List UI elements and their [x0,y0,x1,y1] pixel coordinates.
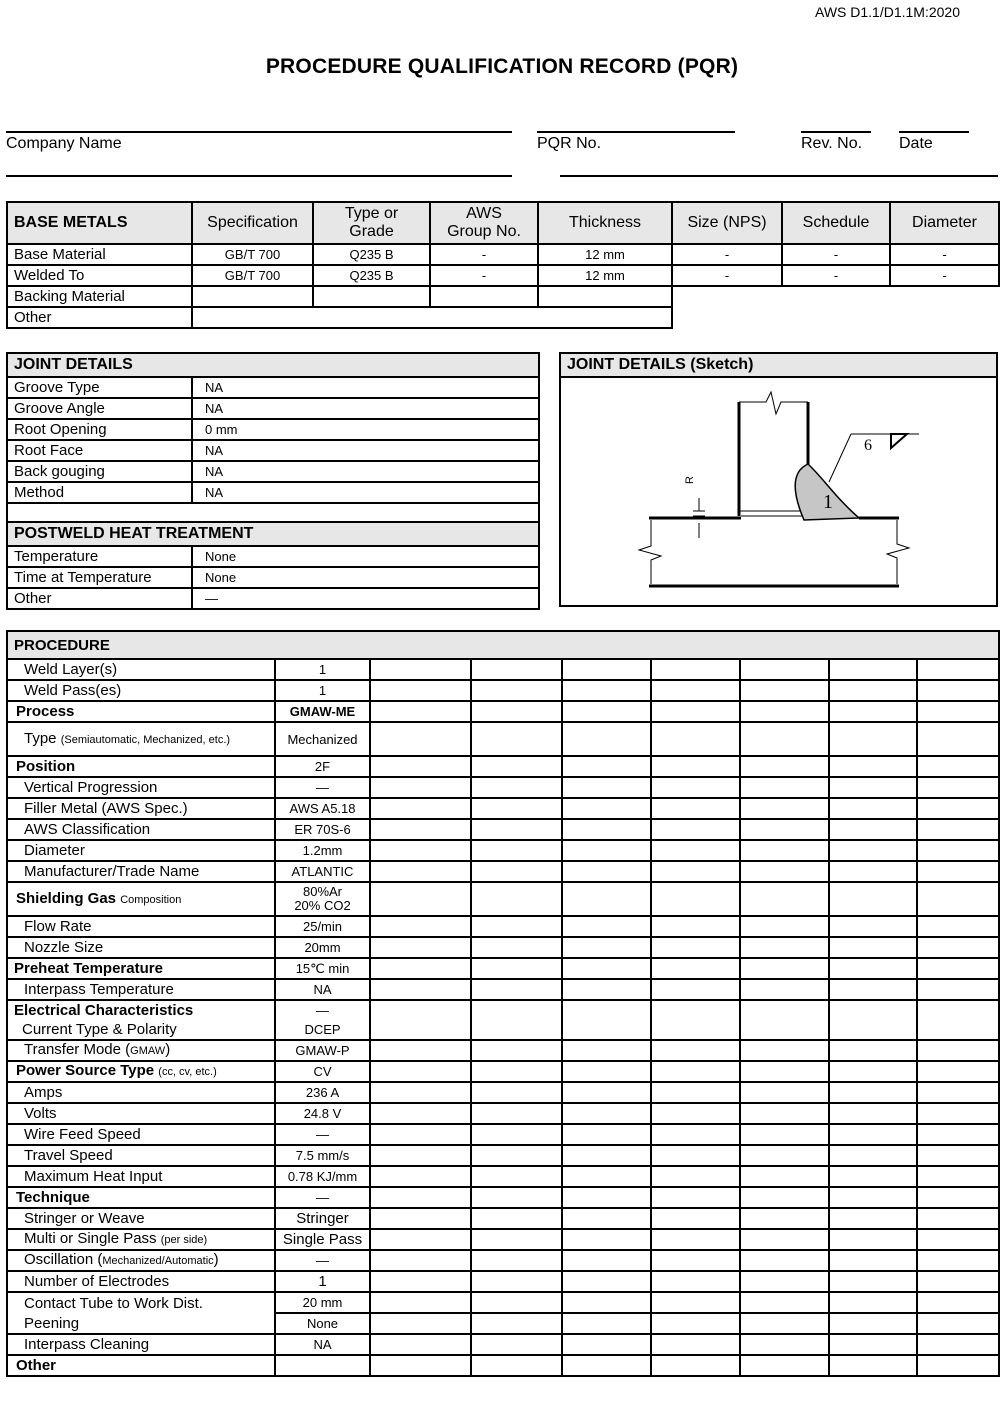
page-title: PROCEDURE QUALIFICATION RECORD (PQR) [265,55,739,78]
cell[interactable]: 0.78 KJ/mm [275,1166,370,1187]
cell[interactable]: 25/min [275,916,370,937]
table-row [7,1271,999,1292]
cell[interactable]: — [275,777,370,798]
table-row [7,1355,999,1376]
table-row: Transfer Mode (GMAW) GMAW-P [7,1040,999,1061]
col-size-nps: Size (NPS) [672,202,782,244]
cell[interactable]: NA [275,1334,370,1355]
table-row [7,286,999,307]
date-line[interactable] [899,131,969,133]
standard-reference: AWS D1.1/D1.1M:2020 [815,4,960,20]
procedure-title: PROCEDURE [7,631,999,659]
cell[interactable]: ER 70S-6 [275,819,370,840]
col-aws-group: AWS Group No. [430,202,538,244]
table-row [7,701,999,722]
cell[interactable]: - [782,265,890,286]
cell[interactable]: - [672,244,782,265]
cell[interactable]: None [275,1313,370,1334]
row-label: Position [7,756,275,777]
row-label: Technique [7,1187,275,1208]
cell[interactable]: NA [192,398,539,419]
row-label: Vertical Progression [7,777,275,798]
table-row [7,1187,999,1208]
table-row [7,307,999,328]
row-label: Weld Pass(es) [7,680,275,701]
row-label: Other [7,588,192,609]
table-row [7,1334,999,1355]
cell[interactable] [313,286,430,307]
row-label: Base Material [7,244,192,265]
cell: — [316,1003,329,1018]
row-label: Other [7,307,192,328]
row-label: Other [7,1355,275,1376]
table-row [7,777,999,798]
table-row [7,937,999,958]
table-row [7,722,999,756]
cell[interactable]: GMAW-ME [275,701,370,722]
row-label: Groove Angle [7,398,192,419]
joint-details-title: JOINT DETAILS [7,353,539,377]
table-row [7,482,539,503]
row-label: Current Type & Polarity [22,1021,177,1038]
cell[interactable]: GMAW-P [275,1040,370,1061]
joint-sketch-panel [559,352,998,607]
col-type-grade: Type or Grade [313,202,430,244]
cell[interactable]: AWS A5.18 [275,798,370,819]
row-note: GMAW [130,1045,166,1057]
cell[interactable]: NA [275,979,370,1000]
weld-size: 6 [864,437,872,454]
row-label: Root Opening [7,419,192,440]
row-label: Manufacturer/Trade Name [7,861,275,882]
row-label: Filler Metal (AWS Spec.) [7,798,275,819]
row-label: Electrical Characteristics [14,1002,194,1019]
cell: DCEP [304,1022,341,1037]
row-label: Stringer or Weave [7,1208,275,1229]
row-label: Welded To [7,265,192,286]
row-label: Diameter [7,840,275,861]
weld-leader-line [829,434,851,482]
cell[interactable]: - [430,244,538,265]
rev-no-label: Rev. No. [801,135,863,152]
table-row [7,567,539,588]
row-note: (Semiautomatic, Mechanized, etc.) [60,733,231,746]
row-label: Method [7,482,192,503]
col-schedule: Schedule [782,202,890,244]
col-specification: Specification [192,202,313,244]
row-label: Amps [7,1082,275,1103]
cell[interactable]: 7.5 mm/s [275,1145,370,1166]
rev-no-line[interactable] [801,131,871,133]
table-row [7,377,539,398]
cell[interactable]: — [275,1250,370,1271]
cell[interactable]: 15℃ min [275,958,370,979]
cell[interactable]: - [672,265,782,286]
table-row: Oscillation (Mechanized/Automatic) — [7,1250,999,1271]
col-diameter: Diameter [890,202,999,244]
table-row [7,461,539,482]
cell[interactable]: 1.2mm [275,840,370,861]
table-row [7,1000,999,1040]
table-row [7,1061,999,1082]
row-label: Power Source Type [16,1062,155,1079]
row-label: Temperature [7,546,192,567]
row-label: Type [24,729,57,747]
cell[interactable]: None [192,546,539,567]
cell[interactable] [192,307,672,328]
table-row [7,882,999,916]
cell[interactable]: NA [192,377,539,398]
row-label: AWS Classification [7,819,275,840]
row-label: Wire Feed Speed [7,1124,275,1145]
base-metals-title: BASE METALS [7,202,192,244]
table-row [7,979,999,1000]
table-row [7,916,999,937]
cell[interactable]: NA [192,461,539,482]
cell[interactable] [538,286,672,307]
cell[interactable]: — [275,1187,370,1208]
row-label: Flow Rate [7,916,275,937]
table-row [7,840,999,861]
cell[interactable]: NA [192,482,539,503]
cell[interactable] [275,1355,370,1376]
cell[interactable]: 236 A [275,1082,370,1103]
cell[interactable]: 0 mm [192,419,539,440]
row-note: (per side) [160,1234,208,1246]
break-line-right [887,520,909,584]
table-row [7,680,999,701]
row-label: Transfer Mode ( [24,1041,131,1058]
row-note: Mechanized/Automatic [102,1255,214,1267]
cell[interactable]: - [890,244,999,265]
row-label: Multi or Single Pass [24,1230,157,1247]
row-label: Shielding Gas [16,889,117,907]
cell[interactable]: GB/T 700 [192,265,313,286]
table-row [7,244,999,265]
table-row [7,588,539,609]
cell[interactable]: CV [275,1061,370,1082]
table-row [7,819,999,840]
cell: 80%Ar [302,884,343,899]
row-label: Interpass Cleaning [7,1334,275,1355]
row-label: Preheat Temperature [7,958,275,979]
cell[interactable]: None [192,567,539,588]
row-label: Number of Electrodes [7,1271,275,1292]
cell[interactable]: Q235 B [313,265,430,286]
table-row [7,958,999,979]
table-row [7,1082,999,1103]
cell: 20% CO2 [294,898,351,913]
fillet-weld-sketch [561,378,996,605]
row-label: Oscillation ( [24,1251,103,1268]
row-label: Weld Layer(s) [7,659,275,680]
procedure-table [6,630,1000,1377]
table-row [7,1145,999,1166]
table-row [7,265,999,286]
row-note: (cc, cv, etc.) [158,1066,217,1078]
cell[interactable]: — [275,1124,370,1145]
pwht-title: POSTWELD HEAT TREATMENT [7,522,539,546]
table-row [7,861,999,882]
table-row [7,756,999,777]
joint-details-table [6,352,540,525]
root-label: R [684,476,696,484]
row-label: Backing Material [7,286,192,307]
table-row [7,1103,999,1124]
row-label: Groove Type [7,377,192,398]
row-note: Composition [120,893,182,906]
table-row [7,419,539,440]
table-row [7,1292,999,1313]
cell[interactable]: Stringer [275,1208,370,1229]
base-metals-table [6,201,1000,329]
pass-number: 1 [823,491,833,513]
cell[interactable]: - [430,265,538,286]
table-row [7,659,999,680]
table-row [7,546,539,567]
break-line-top [739,392,808,414]
table-row [7,798,999,819]
company-name-line[interactable] [6,131,512,133]
table-row [7,1124,999,1145]
pqr-line-2 [560,175,998,177]
table-row [7,398,539,419]
cell[interactable]: Mechanized [275,722,370,756]
row-label: Maximum Heat Input [7,1166,275,1187]
company-name-line-2 [6,175,512,177]
cell[interactable]: - [890,265,999,286]
row-label: Peening [7,1313,275,1334]
pqr-no-label: PQR No. [537,135,602,152]
row-label: Process [7,701,275,722]
cell[interactable]: 20mm [275,937,370,958]
row-label: Time at Temperature [7,567,192,588]
cell[interactable] [430,286,538,307]
row-label: Back gouging [7,461,192,482]
company-name-label: Company Name [6,135,122,152]
break-line-left [639,520,661,584]
row-label: Nozzle Size [7,937,275,958]
table-row [7,1313,999,1334]
fillet-symbol [891,434,907,448]
row-label: Contact Tube to Work Dist. [7,1292,275,1313]
cell[interactable]: — [192,588,539,609]
cell[interactable]: 12 mm [538,244,672,265]
table-row [7,1208,999,1229]
cell[interactable]: GB/T 700 [192,244,313,265]
cell[interactable]: 12 mm [538,265,672,286]
cell[interactable]: 1 [275,680,370,701]
pwht-table [6,521,540,610]
row-label: Volts [7,1103,275,1124]
table-row [7,440,539,461]
table-row [7,1229,999,1250]
date-label: Date [899,135,933,152]
table-row [7,1166,999,1187]
cell[interactable]: 24.8 V [275,1103,370,1124]
row-label: Travel Speed [7,1145,275,1166]
cell[interactable]: - [782,244,890,265]
cell[interactable]: NA [192,440,539,461]
cell[interactable]: 1 [275,659,370,680]
cell[interactable]: 1 [275,1271,370,1292]
cell[interactable]: Single Pass [275,1229,370,1250]
row-label: Root Face [7,440,192,461]
pqr-no-line[interactable] [537,131,735,133]
row-label: Interpass Temperature [7,979,275,1000]
cell[interactable] [192,286,313,307]
cell[interactable]: 2F [275,756,370,777]
cell[interactable]: ATLANTIC [275,861,370,882]
cell[interactable]: Q235 B [313,244,430,265]
sketch-title: JOINT DETAILS (Sketch) [561,354,996,378]
col-thickness: Thickness [538,202,672,244]
cell[interactable]: 20 mm [275,1292,370,1313]
